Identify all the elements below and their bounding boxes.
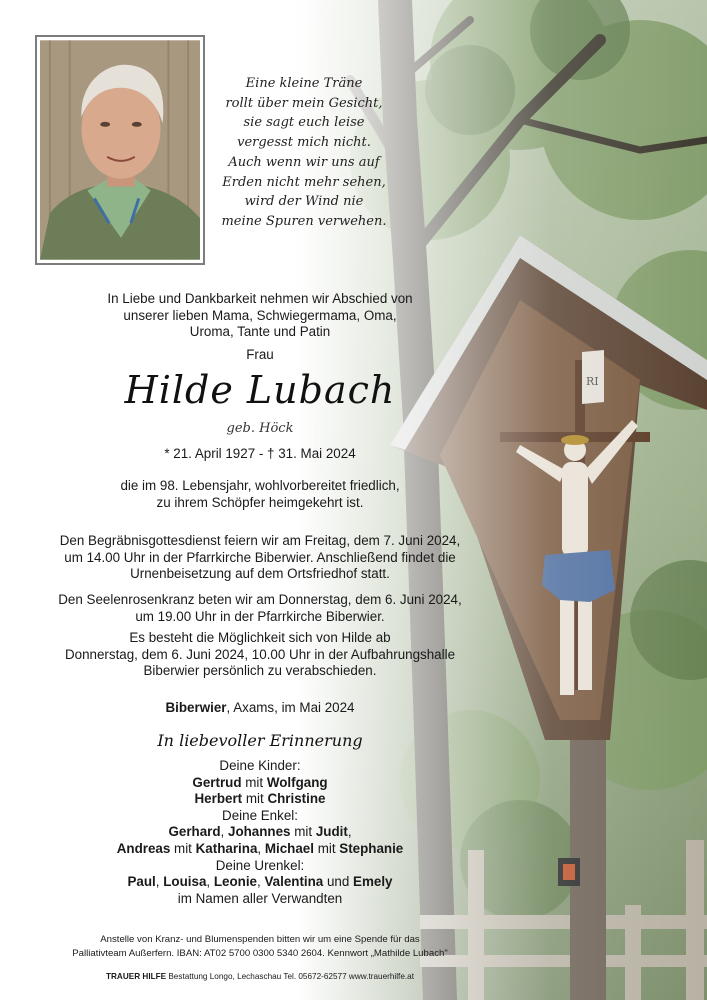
poem-line: meine Spuren verwehen. xyxy=(221,213,387,229)
children-label: Deine Kinder: xyxy=(219,758,301,773)
life-dates: * 21. April 1927 - † 31. Mai 2024 xyxy=(164,446,356,461)
birth-name: geb. Höck xyxy=(226,421,294,436)
deceased-name: Hilde Lubach xyxy=(124,368,396,412)
portrait-image xyxy=(40,40,200,260)
poem-line: rollt über mein Gesicht, xyxy=(225,95,383,111)
salutation: Frau xyxy=(246,346,274,362)
place-bold: Biberwier xyxy=(165,700,227,715)
mass-line: um 14.00 Uhr in der Pfarrkirche Biberwier. Anschließend findet die xyxy=(64,549,456,565)
place-date xyxy=(40,700,480,717)
viewing-line: Biberwier persönlich zu verabschieden. xyxy=(143,663,377,679)
poem-line: vergesst mich nicht. xyxy=(237,135,371,151)
great-grandchildren-label: Deine Urenkel: xyxy=(215,857,305,873)
viewing-line: Es besteht die Möglichkeit sich von Hilde ab xyxy=(129,630,391,645)
donation-line: Anstelle von Kranz- und Blumenspenden bitten wir um eine Spende für das xyxy=(100,934,420,945)
poem-line: Eine kleine Träne xyxy=(245,76,363,91)
viewing-info xyxy=(40,630,480,680)
poem-line: Erden nicht mehr sehen, xyxy=(222,174,386,190)
mourners-heading: In liebevoller Erinnerung xyxy=(157,731,363,750)
poem-line: Auch wenn wir uns auf xyxy=(228,154,380,170)
rosary-line: um 19.00 Uhr in der Pfarrkirche Biberwier. xyxy=(135,608,385,624)
mass-line: Den Begräbnisgottesdienst feiern wir am Freitag, dem 7. Juni 2024, xyxy=(59,533,461,548)
death-note-line: die im 98. Lebensjahr, wohlvorbereitet friedlich, xyxy=(120,478,400,493)
place-rest: , Axams, im Mai 2024 xyxy=(226,700,355,715)
child-entry: Gertrud mit Wolfgang xyxy=(192,774,328,790)
mass-line: Urnenbeisetzung auf dem Ortsfriedhof statt. xyxy=(130,566,390,582)
poem xyxy=(200,74,408,232)
child-entry: Herbert mit Christine xyxy=(194,791,326,807)
footer xyxy=(30,971,490,982)
portrait-photo xyxy=(35,35,205,265)
donation-note xyxy=(30,933,490,960)
donation-line: Palliativteam Außerfern. IBAN: AT02 5700 0300 5340 2604. Kennwort „Mathilde Lubach" xyxy=(72,947,448,959)
intro-line: In Liebe und Dankbarkeit nehmen wir Abschied von xyxy=(107,291,413,306)
death-note xyxy=(40,478,480,511)
poem-line: wird der Wind nie xyxy=(244,194,364,210)
rosary-info xyxy=(40,592,480,625)
intro-line: unserer lieben Mama, Schwiegermama, Oma, xyxy=(123,307,397,323)
grandchildren-entry: Andreas mit Katharina, Michael mit Stephanie xyxy=(116,840,404,856)
intro-line: Uroma, Tante und Patin xyxy=(189,324,331,340)
intro-text xyxy=(40,291,480,363)
footer-brand: TRAUER HILFE xyxy=(106,972,167,981)
grandchildren-label: Deine Enkel: xyxy=(222,807,298,823)
rosary-line: Den Seelenrosenkranz beten wir am Donnerstag, dem 6. Juni 2024, xyxy=(58,592,462,607)
footer-details: Bestattung Longo, Lechaschau Tel. 05672-62577 www.trauerhilfe.at xyxy=(166,972,414,981)
mourners-list xyxy=(40,758,480,907)
death-note-line: zu ihrem Schöpfer heimgekehrt ist. xyxy=(156,494,364,510)
viewing-line: Donnerstag, dem 6. Juni 2024, 10.00 Uhr in der Aufbahrungshalle xyxy=(64,646,456,662)
great-grandchildren-entry: Paul, Louisa, Leonie, Valentina und Emely xyxy=(127,874,393,890)
grandchildren-entry: Gerhard, Johannes mit Judit, xyxy=(168,824,352,840)
funeral-mass-info xyxy=(40,533,480,583)
mourners-closing: im Namen aller Verwandten xyxy=(177,890,343,906)
poem-line: sie sagt euch leise xyxy=(243,115,365,131)
